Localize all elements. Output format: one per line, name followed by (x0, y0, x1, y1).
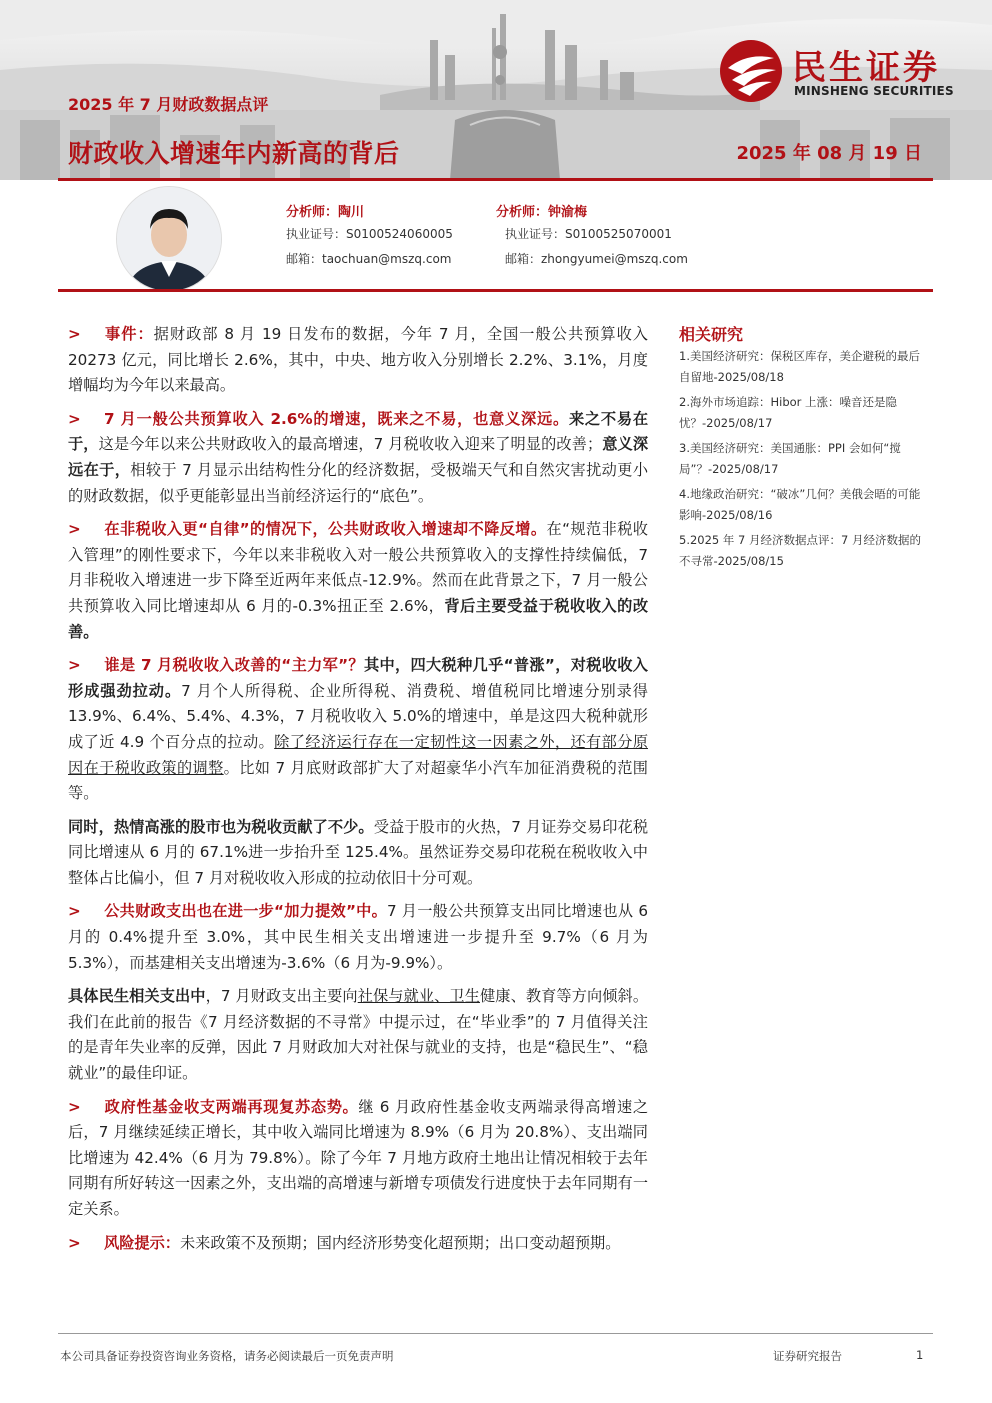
paragraph-livelihood: 具体民生相关支出中，7 月财政支出主要向社保与就业、卫生健康、教育等方向倾斜。我们在此前的报告《7 月经济数据的不寻常》中提示过，在“毕业季”的 7 月值得关注的是青年失业率的反弹，因此 7 月财政加大对社保与就业的支持，也是“稳民生”、“稳就业”的最佳印证。 (68, 987, 649, 1083)
logo-emblem-icon (718, 38, 784, 104)
bullet-arrow-icon: > (68, 1233, 81, 1252)
related-research-title: 相关研究 (679, 325, 744, 344)
bullet-arrow-icon: > (68, 656, 81, 675)
bullet-arrow-icon: > (68, 520, 81, 539)
footer-divider (58, 1333, 933, 1334)
paragraph-risk: > 风险提示：未来政策不及预期；国内经济形势变化超预期；出口变动超预期。 (68, 1231, 648, 1257)
related-research-list (679, 346, 929, 576)
related-research-item[interactable]: 1.美国经济研究：保税区库存，美企避税的最后自留地-2025/08/18 (679, 349, 920, 384)
report-body (68, 322, 648, 1264)
paragraph-stamp-duty: 同时，热情高涨的股市也为税收贡献了不少。受益于股市的火热，7 月证券交易印花税同比增速从 6 月的 67.1%进一步抬升至 125.4%。虽然证券交易印花税在税收收入中整体占比偏小，但 7 月对税收收入形成的拉动依旧十分可观。 (68, 817, 649, 887)
analyst-avatar (116, 186, 222, 292)
analyst-2-name: 分析师：钟渝梅 (496, 205, 588, 220)
paragraph-event: > 事件：据财政部 8 月 19 日发布的数据，今年 7 月，全国一般公共预算收入 20273 亿元，同比增长 2.6%，其中，中央、地方收入分别增长 2.2%、3.1%，月度增幅均为今年以来最高。 (68, 322, 648, 399)
paragraph-revenue-growth: > 7 月一般公共预算收入 2.6%的增速，既来之不易，也意义深远。来之不易在于，这是今年以来公共财政收入的最高增速，7 月税收收入迎来了明显的改善；意义深远在于，相较于 7 月显示出结构性分化的经济数据，受极端天气和自然灾害扰动更小的财政数据，似乎更能彰显出当前经济运行的“底色”。 (68, 407, 648, 509)
header-divider (58, 178, 933, 181)
paragraph-expenditure: > 公共财政支出也在进一步“加力提效”中。7 月一般公共预算支出同比增速也从 6 月的 0.4%提升至 3.0%，其中民生相关支出增速进一步提升至 9.7%（6 月为 5.3%），而基建相关支出增速为-3.6%（6 月为-9.9%）。 (68, 899, 648, 976)
footer-disclaimer: 本公司具备证券投资咨询业务资格，请务必阅读最后一页免责声明 (60, 1349, 394, 1363)
report-date: 2025 年 08 月 19 日 (736, 143, 922, 164)
bullet-arrow-icon: > (68, 1097, 81, 1116)
report-title: 财政收入增速年内新高的背后 (68, 139, 400, 168)
logo-english-name: MINSHENG SECURITIES (794, 84, 954, 98)
paragraph-tax-drivers: > 谁是 7 月税收收入改善的“主力军”？其中，四大税种几乎“普涨”，对税收收入形成强劲拉动。7 月个人所得税、企业所得税、消费税、增值税同比增速分别录得 13.9%、6.4%、5.4%、4.3%，7 月税收收入 5.0%的增速中，单是这四大税种就形成了近 4.9 个百分点的拉动。除了经济运行存在一定韧性这一因素之外，还有部分原因在于税收政策的调整。比如 7 月底财政部扩大了对超豪华小汽车加征消费税的范围等。 (68, 653, 648, 807)
bullet-arrow-icon: > (68, 409, 81, 428)
analyst-2-email[interactable]: 邮箱：zhongyumei@mszq.com (505, 252, 688, 266)
analyst-1-email[interactable]: 邮箱：taochuan@mszq.com (286, 252, 452, 266)
report-series: 2025 年 7 月财政数据点评 (68, 95, 269, 114)
bullet-arrow-icon: > (68, 902, 81, 921)
logo-chinese-name: 民生证券 (792, 48, 940, 88)
related-research-item[interactable]: 4.地缘政治研究：“破冰”几何？美俄会晤的可能影响-2025/08/16 (679, 487, 921, 522)
related-research-item[interactable]: 2.海外市场追踪：Hibor 上涨：噪音还是隐忧？-2025/08/17 (679, 395, 898, 430)
related-research-item[interactable]: 3.美国经济研究：美国通胀：PPI 会如何“搅局”？-2025/08/17 (679, 441, 901, 476)
analyst-divider (58, 289, 933, 292)
footer-report-type: 证券研究报告 (773, 1349, 842, 1363)
related-research-item[interactable]: 5.2025 年 7 月经济数据点评：7 月经济数据的不寻常-2025/08/15 (679, 533, 921, 568)
minsheng-logo (718, 38, 964, 104)
analyst-1-name: 分析师：陶川 (286, 205, 365, 220)
analyst-2-cert: 执业证号：S0100525070001 (505, 227, 672, 241)
analyst-1-cert: 执业证号：S0100524060005 (286, 227, 453, 241)
paragraph-non-tax: > 在非税收入更“自律”的情况下，公共财政收入增速却不降反增。在“规范非税收入管理”的刚性要求下，今年以来非税收入对一般公共预算收入的支撑性持续偏低，7 月非税收入增速进一步下降至近两年来低点-12.9%。然而在此背景之下，7 月一般公共预算收入同比增速却从 6 月的-0.3%扭正至 2.6%，背后主要受益于税收收入的改善。 (68, 517, 648, 645)
footer-page-number: 1 (916, 1348, 924, 1362)
bullet-arrow-icon: > (68, 325, 81, 343)
paragraph-government-funds: > 政府性基金收支两端再现复苏态势。继 6 月政府性基金收支两端录得高增速之后，7 月继续延续正增长，其中收入端同比增速为 8.9%（6 月为 20.8%）、支出端同比增速为 42.4%（6 月为 79.8%）。除了今年 7 月地方政府土地出让情况相较于去年同期有所好转这一因素之外，支出端的高增速与新增专项债发行进度快于去年同期有一定关系。 (68, 1095, 648, 1223)
